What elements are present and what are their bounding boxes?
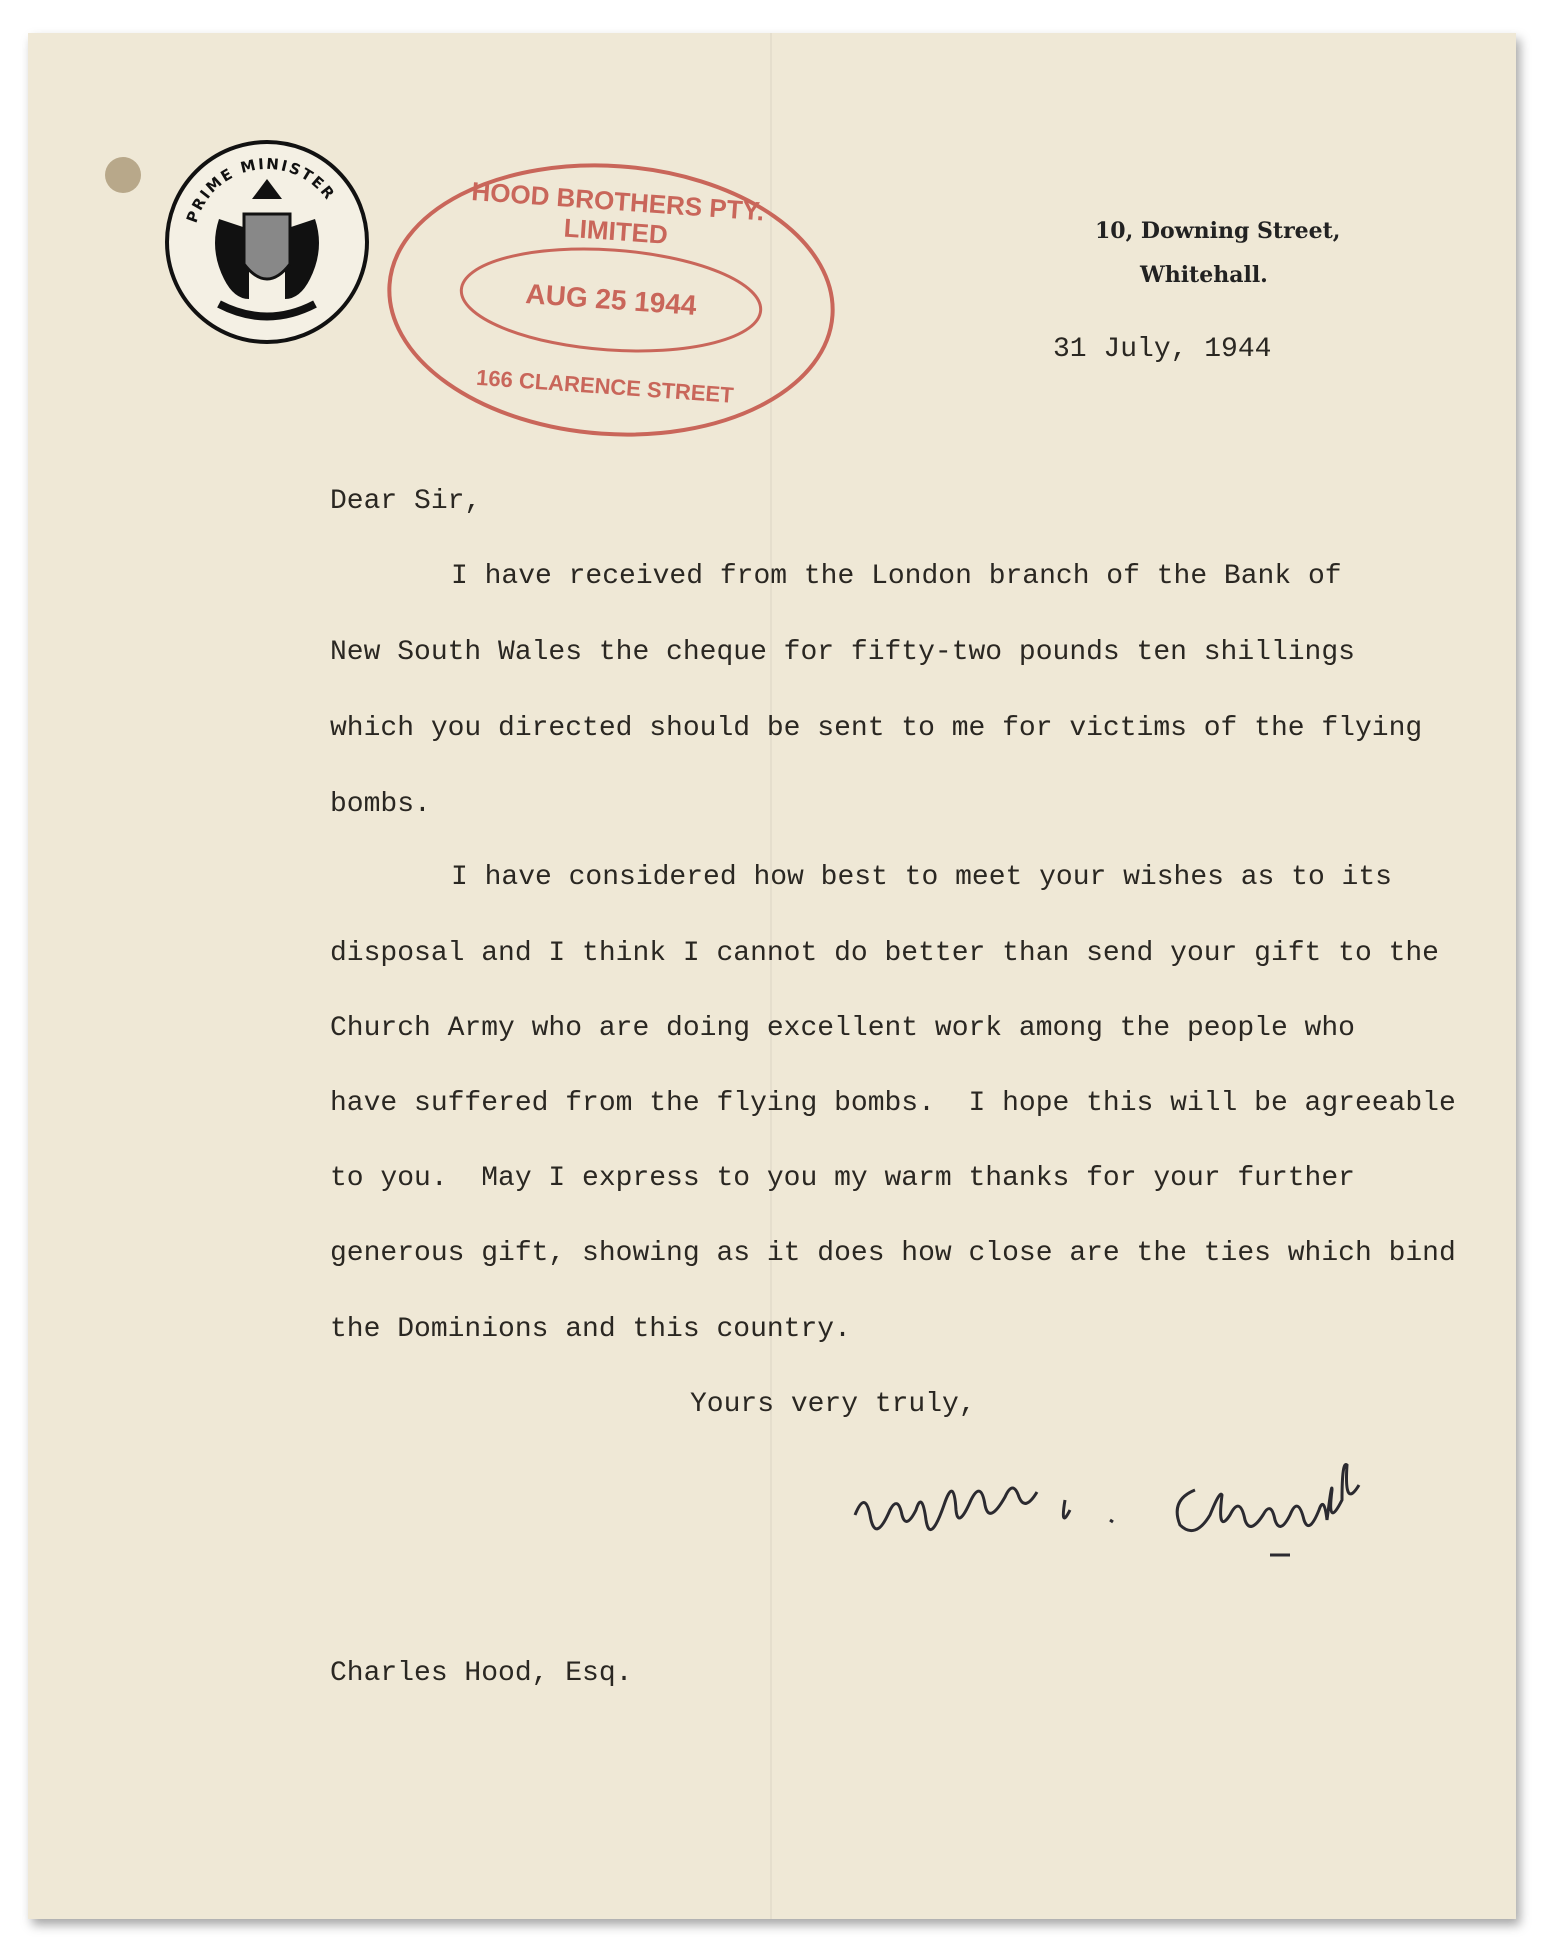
svg-text:PRIME MINISTER: PRIME MINISTER [182,154,340,226]
body-line: New South Wales the cheque for fifty-two pounds ten shillings [330,637,1355,668]
body-line: Church Army who are doing excellent work among the people who [330,1013,1355,1044]
stamp-street: 166 CLARENCE STREET [475,364,735,408]
address-line-2: Whitehall. [1140,262,1268,288]
salutation: Dear Sir, [330,486,482,517]
closing: Yours very truly, [690,1389,976,1420]
body-line: bombs. [330,789,431,820]
body-line: which you directed should be sent to me for victims of the flying [330,713,1423,744]
prime-minister-seal [164,139,370,345]
stamp-date: AUG 25 1944 [524,278,698,321]
body-line: generous gift, showing as it does how close are the ties which bind [330,1238,1456,1269]
body-line: to you. May I express to you my warm thanks for your further [330,1163,1355,1194]
letter-date: 31 July, 1944 [1053,334,1272,365]
body-line: I have received from the London branch of the Bank of [451,561,1342,592]
body-line: I have considered how best to meet your wishes as to its [451,862,1392,893]
handwritten-signature [850,1455,1450,1575]
body-line: have suffered from the flying bombs. I hope this will be agreeable [330,1088,1456,1119]
body-line: the Dominions and this country. [330,1314,851,1345]
received-date-stamp [375,147,847,454]
recipient-name: Charles Hood, Esq. [330,1658,633,1689]
address-line-1: 10, Downing Street, [1095,218,1341,244]
body-line: disposal and I think I cannot do better than send your gift to the [330,938,1439,969]
punch-hole [105,157,141,193]
stamp-company: HOOD BROTHERS PTY. LIMITED [470,176,766,250]
